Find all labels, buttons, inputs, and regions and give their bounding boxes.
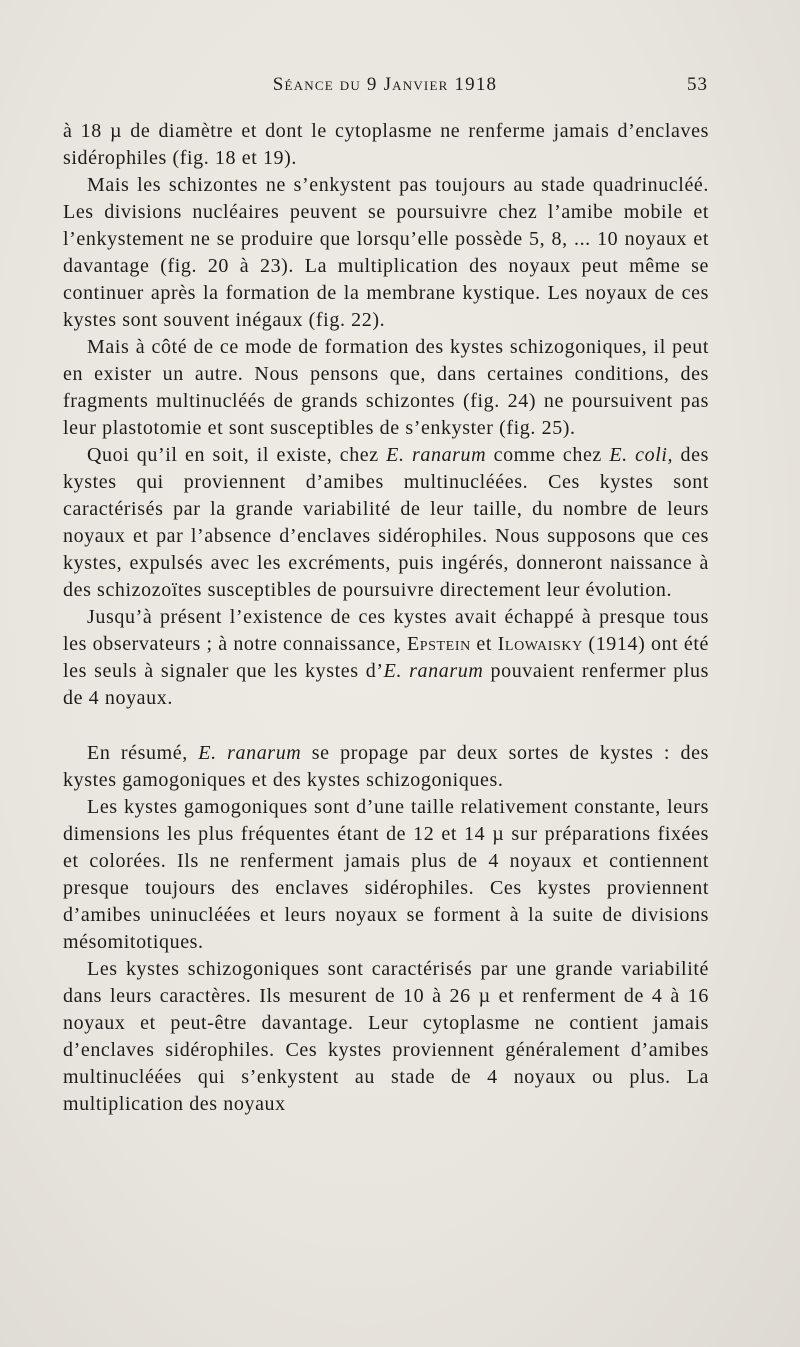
- text-run: des kystes qui proviennent d’amibes multinucléées. Ces kystes sont caractérisés par la grande variabilité de leur taille, du nombre de leurs noyaux et par l’absence d’enclaves sidérophiles. Nous supposons que ces kystes, expulsés avec les excréments, puis ingérés, donneront naissance à des schizozoïtes susceptibles de poursuivre directement leur évolution.: [63, 444, 709, 601]
- page-number: 53: [687, 74, 708, 95]
- page-header: [62, 74, 708, 100]
- text-run: et: [470, 633, 498, 655]
- paragraph: Les kystes gamogoniques sont d’une taille relativement constante, leurs dimensions les plus fréquentes étant de 12 et 14 µ sur préparations fixées et colorées. Ils ne renferment jamais plus de 4 noyaux et contiennent presque toujours des enclaves sidérophiles. Ces kystes proviennent d’amibes uninucléées et leurs noyaux se forment à la suite de divisions mésomitotiques.: [63, 796, 709, 953]
- text-run: Quoi qu’il en soit, il existe, chez: [87, 444, 387, 466]
- paragraph: [63, 604, 709, 712]
- species-name: E. ranarum: [386, 444, 487, 466]
- summary-paragraph: [63, 740, 709, 794]
- author-name: Ilowaisky: [497, 633, 583, 655]
- author-name: Epstein: [406, 633, 471, 655]
- species-name: E. coli,: [609, 444, 674, 466]
- text-run: se propage par deux sortes de kystes : des kystes gamogoniques et des kystes schizogoniques.: [63, 742, 709, 791]
- species-name: E. ranarum: [383, 660, 484, 682]
- text-run: (1914) ont été les seuls à signaler que les kystes d’: [63, 633, 710, 682]
- paragraph-continued: à 18 µ de diamètre et dont le cytoplasme ne renferme jamais d’enclaves sidérophiles (fig. 18 et 19).: [63, 120, 709, 169]
- paragraph: Mais les schizontes ne s’enkystent pas toujours au stade quadrinucléé. Les divisions nucléaires peuvent se poursuivre chez l’amibe mobile et l’enkystement ne se produire que lorsqu’elle possède 5, 8, ... 10 noyaux et davantage (fig. 20 à 23). La multiplication des noyaux peut même se continuer après la formation de la membrane kystique. Les noyaux de ces kystes sont souvent inégaux (fig. 22).: [63, 174, 709, 331]
- running-title: Séance du 9 Janvier 1918: [272, 74, 498, 95]
- text-run: comme chez: [486, 444, 610, 466]
- paragraph: Mais à côté de ce mode de formation des kystes schizogoniques, il peut en exister un autre. Nous pensons que, dans certaines conditions, des fragments multinucléés de grands schizontes (fig. 24) ne poursuivent pas leur plastotomie et sont susceptibles de s’enkyster (fig. 25).: [63, 336, 709, 439]
- text-run: En résumé,: [87, 742, 199, 764]
- body-text: [63, 118, 709, 1118]
- species-name: E. ranarum: [198, 742, 302, 764]
- paragraph: Les kystes schizogoniques sont caractérisés par une grande variabilité dans leurs caractères. Ils mesurent de 10 à 26 µ et renferment de 4 à 16 noyaux et peut-être davantage. Leur cytoplasme ne contient jamais d’enclaves sidérophiles. Ces kystes proviennent généralement d’amibes multinucléées qui s’enkystent au stade de 4 noyaux ou plus. La multiplication des noyaux: [63, 958, 709, 1115]
- text-run: Jusqu’à présent l’existence de ces kystes avait échappé à presque tous les observateurs ; à notre connaissance,: [63, 606, 709, 655]
- text-run: pouvaient renfermer plus de 4 noyaux.: [63, 660, 709, 709]
- paragraph: [63, 442, 709, 604]
